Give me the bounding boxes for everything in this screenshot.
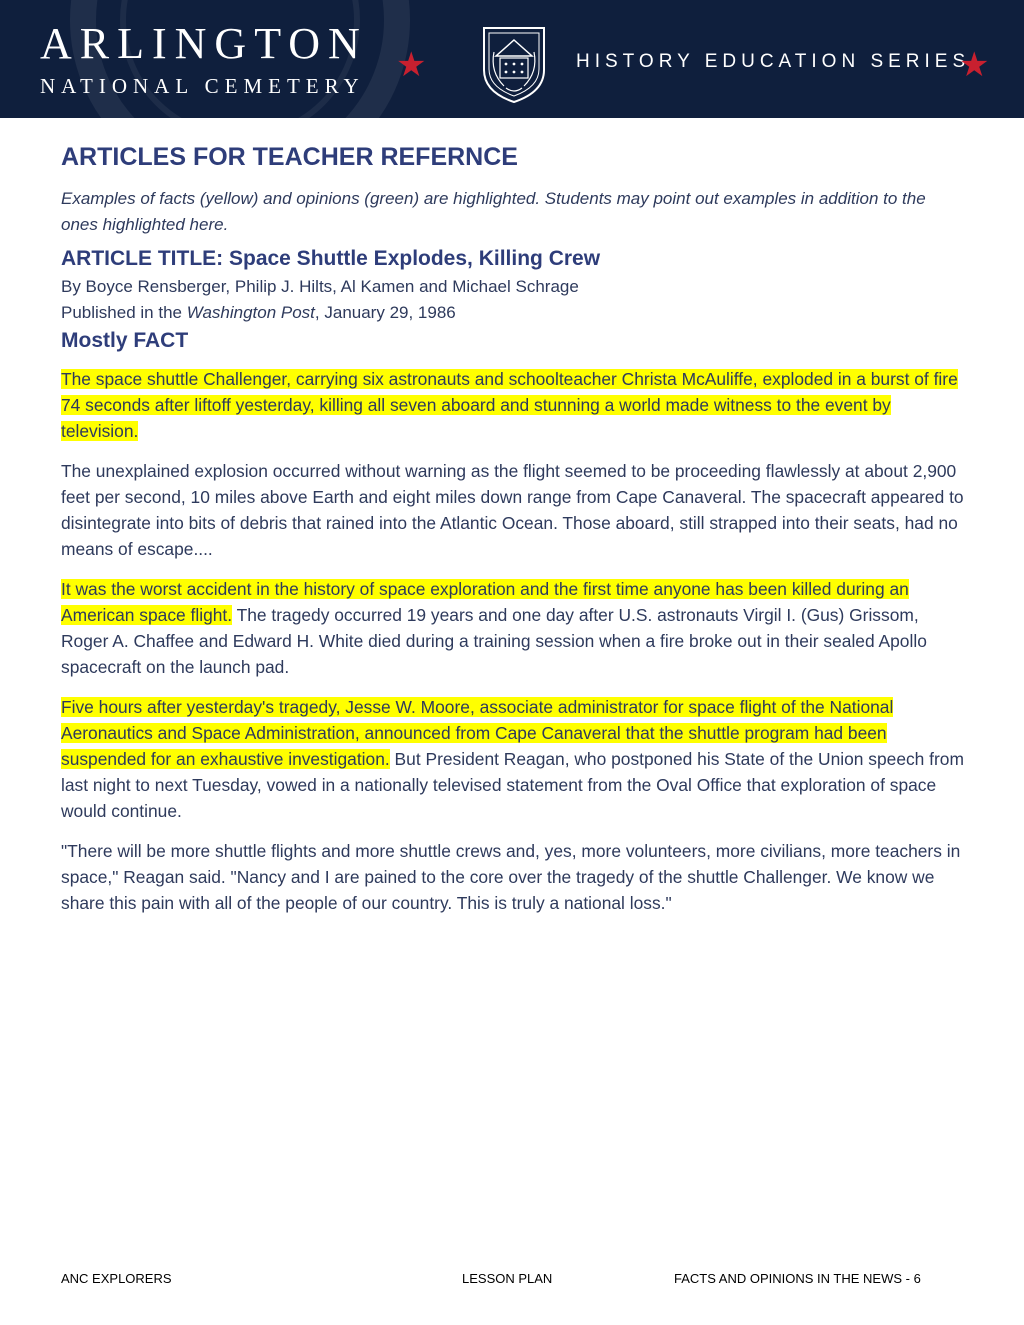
paragraph-1 bbox=[61, 366, 965, 444]
paragraph-3 bbox=[61, 576, 965, 680]
star-icon: ★ bbox=[396, 46, 427, 84]
footer-right: FACTS AND OPINIONS IN THE NEWS - 6 bbox=[674, 1271, 921, 1286]
brand-title: ARLINGTON bbox=[40, 19, 368, 68]
fact-highlight: Five hours after yesterday's tragedy, Jesse W. Moore, associate administrator for space flight of the National Aeronautics and Space Administration, announced from Cape Canaveral that the shuttle program had been suspended for an exhaustive investigation. bbox=[61, 697, 894, 769]
publication-prefix: Published in the bbox=[61, 303, 187, 322]
brand-subtitle: NATIONAL CEMETERY bbox=[40, 74, 365, 98]
footer-left: ANC EXPLORERS bbox=[61, 1271, 172, 1286]
article-byline: By Boyce Rensberger, Philip J. Hilts, Al Kamen and Michael Schrage bbox=[61, 277, 579, 296]
paragraph-5: "There will be more shuttle flights and more shuttle crews and, yes, more volunteers, more civilians, more teachers in space," Reagan said. "Nancy and I are pained to the core over the tragedy of the shuttle Challenger. We know we share this pain with all of the people of our country. This is truly a national loss." bbox=[61, 841, 961, 913]
article-title: ARTICLE TITLE: Space Shuttle Explodes, Killing Crew bbox=[61, 247, 601, 270]
page-title: ARTICLES FOR TEACHER REFERNCE bbox=[61, 143, 518, 171]
header-banner bbox=[0, 0, 1024, 118]
paragraph-2: The unexplained explosion occurred without warning as the flight seemed to be proceeding flawlessly at about 2,900 feet per second, 10 miles above Earth and eight miles down range from Cape Canaveral. The spacecraft appeared to disintegrate into bits of debris that rained into the Atlantic Ocean. Those aboard, still strapped into their seats, had no means of escape.... bbox=[61, 461, 964, 559]
fact-highlight: It was the worst accident in the history of space exploration and the first time anyone has been killed during an American space flight. bbox=[61, 579, 909, 625]
paragraph-text: But President Reagan, who postponed his State of the Union speech from last night to next Tuesday, vowed in a nationally televised statement from the Oval Office that exploration of space would continue. bbox=[61, 749, 964, 821]
section-label: Mostly FACT bbox=[61, 329, 189, 352]
intro-note: Examples of facts (yellow) and opinions (green) are highlighted. Students may point out examples in addition to the ones highlighted here. bbox=[61, 189, 926, 234]
shield-emblem-icon bbox=[478, 22, 550, 106]
fact-highlight: The space shuttle Challenger, carrying six astronauts and schoolteacher Christa McAuliffe, exploded in a burst of fire 74 seconds after liftoff yesterday, killing all seven aboard and stunning a world made witness to the event by television. bbox=[61, 369, 958, 441]
star-icon: ★ bbox=[959, 46, 990, 84]
publication-source: Washington Post bbox=[186, 303, 315, 322]
series-label: HISTORY EDUCATION SERIES bbox=[576, 51, 971, 72]
publication-line bbox=[61, 300, 965, 326]
document-body bbox=[61, 140, 965, 916]
publication-date: , January 29, 1986 bbox=[314, 303, 456, 322]
paragraph-4 bbox=[61, 694, 965, 824]
footer-middle: LESSON PLAN bbox=[462, 1271, 553, 1286]
paragraph-text: The tragedy occurred 19 years and one day after U.S. astronauts Virgil I. (Gus) Grissom, Roger A. Chaffee and Edward H. White died during a training session when a fire broke out in their sealed Apollo spacecraft on the launch pad. bbox=[61, 605, 927, 677]
